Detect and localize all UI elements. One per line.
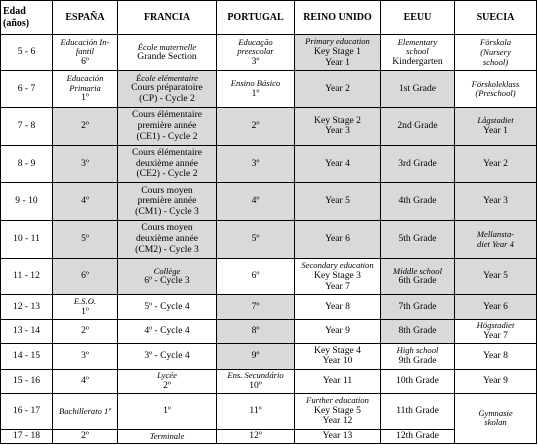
- cell-sweden: [455, 145, 537, 183]
- cell-line: Year 4: [325, 157, 350, 169]
- cell-line: Ensino Básico: [230, 78, 281, 89]
- cell-line: (CE2) - Cycle 2: [136, 168, 198, 180]
- cell-united-kingdom: [295, 145, 381, 183]
- cell-line: Cours élémentaire: [131, 109, 203, 121]
- table-row: [1, 393, 537, 429]
- cell-spain: [53, 393, 118, 429]
- cell-line: Elementary: [397, 36, 438, 47]
- cell-sweden: [455, 258, 537, 294]
- cell-sweden: [455, 221, 537, 259]
- cell-portugal: [217, 221, 295, 259]
- cell-line: 2º: [81, 325, 89, 336]
- cell-line: 3º: [251, 56, 260, 67]
- cell-line: 4º: [81, 374, 89, 386]
- cell-france: [118, 319, 217, 343]
- cell-usa: [381, 319, 455, 343]
- cell-spain: [53, 319, 118, 343]
- cell-line: 8th Grade: [398, 325, 437, 336]
- cell-line: Further education: [306, 395, 369, 406]
- age-cell: 9 - 10: [1, 183, 53, 221]
- header-cell-age: Edad (años): [1, 1, 53, 35]
- cell-line: E.S.O.: [73, 295, 97, 306]
- cell-usa: [381, 145, 455, 183]
- cell-line: 9th Grade: [398, 354, 437, 366]
- cell-sweden: [455, 183, 537, 221]
- header-cell-france: FRANCIA: [118, 1, 217, 35]
- cell-portugal: [217, 145, 295, 183]
- cell-spain: [53, 295, 118, 319]
- age-cell: 17 - 18: [1, 430, 53, 444]
- cell-usa: [381, 295, 455, 319]
- cell-spain: [53, 221, 118, 259]
- cell-line: 3º - Cycle 4: [144, 349, 190, 361]
- cell-line: Mellansta-: [476, 228, 515, 239]
- table-row: [1, 295, 537, 319]
- cell-united-kingdom: [295, 430, 381, 444]
- cell-line: Primaria: [69, 82, 101, 93]
- cell-line: Year 7: [325, 280, 350, 292]
- cell-line: Year 5: [325, 195, 350, 207]
- table-row: [1, 145, 537, 183]
- cell-usa: [381, 344, 455, 370]
- header-cell-sweden: SUECIA: [455, 1, 537, 35]
- cell-spain: [53, 71, 118, 107]
- cell-line: Educación: [66, 73, 104, 84]
- cell-line: 2º: [251, 119, 260, 131]
- age-cell: 12 - 13: [1, 295, 53, 319]
- age-cell: 15 - 16: [1, 369, 53, 393]
- cell-portugal: [217, 183, 295, 221]
- cell-line: 1º: [81, 305, 89, 317]
- cell-line: 12º: [249, 430, 262, 442]
- cell-portugal: [217, 107, 295, 145]
- cell-line: preescolar: [237, 46, 274, 57]
- cell-line: Grande Section: [137, 51, 197, 63]
- cell-united-kingdom: [295, 107, 381, 145]
- header-row: [1, 1, 537, 35]
- cell-portugal: [217, 35, 295, 71]
- table-row: [1, 35, 537, 71]
- cell-line: Year 8: [325, 300, 350, 312]
- cell-line: 11th Grade: [396, 405, 439, 417]
- cell-usa: [381, 107, 455, 145]
- cell-usa: [381, 258, 455, 294]
- cell-line: (CM1) - Cycle 3: [135, 206, 199, 218]
- cell-france: [118, 369, 217, 393]
- cell-line: 1º: [163, 405, 171, 417]
- cell-line: Förskola: [479, 37, 512, 48]
- table-row: [1, 221, 537, 259]
- cell-portugal: [217, 71, 295, 107]
- cell-line: 6º: [81, 270, 89, 282]
- cell-spain: [53, 183, 118, 221]
- cell-portugal: [217, 430, 295, 444]
- cell-united-kingdom: [295, 295, 381, 319]
- cell-line: 1st Grade: [398, 82, 437, 94]
- cell-line: Cours moyen: [141, 184, 193, 196]
- cell-united-kingdom: [295, 393, 381, 429]
- cell-line: diet Year 4: [477, 238, 514, 249]
- cell-line: Key Stage 5: [314, 404, 361, 416]
- cell-united-kingdom: [295, 35, 381, 71]
- cell-united-kingdom: [295, 258, 381, 294]
- cell-sweden: [455, 344, 537, 370]
- cell-line: 2º: [81, 430, 89, 442]
- cell-line: 1º: [81, 92, 89, 104]
- cell-france: [118, 71, 217, 107]
- cell-sweden: [455, 35, 537, 71]
- cell-line: Cours élémentaire: [131, 146, 203, 158]
- cell-portugal: [217, 344, 295, 370]
- cell-line: 2º: [163, 379, 171, 391]
- cell-line: Terminale: [149, 430, 185, 441]
- table-row: [1, 71, 537, 107]
- cell-line: 5º: [81, 233, 89, 245]
- cell-line: Year 13: [322, 430, 353, 442]
- cell-line: Key Stage 2: [314, 114, 361, 126]
- cell-line: Year 7: [483, 329, 508, 341]
- cell-line: Educación In-: [60, 36, 110, 47]
- cell-line: 7º: [251, 300, 260, 312]
- table-body: [1, 35, 537, 444]
- cell-usa: [381, 430, 455, 444]
- cell-line: 5º: [251, 233, 260, 245]
- cell-united-kingdom: [295, 221, 381, 259]
- cell-line: Bachillerato 1º: [58, 405, 112, 416]
- header-cell-united-kingdom: REINO UNIDO: [295, 1, 381, 35]
- cell-line: 10º: [249, 379, 262, 391]
- cell-line: Kindergarten: [392, 56, 443, 67]
- cell-sweden: [455, 393, 537, 443]
- table-row: [1, 344, 537, 370]
- cell-line: 5th Grade: [398, 233, 437, 245]
- cell-line: Högstadiet: [476, 320, 515, 331]
- cell-line: deuxième année: [135, 157, 199, 169]
- cell-sweden: [455, 319, 537, 343]
- cell-line: 4th Grade: [398, 195, 437, 207]
- cell-line: Year 2: [483, 157, 508, 169]
- cell-france: [118, 221, 217, 259]
- cell-spain: [53, 107, 118, 145]
- age-cell: 16 - 17: [1, 393, 53, 429]
- table-row: [1, 369, 537, 393]
- cell-portugal: [217, 295, 295, 319]
- table-row: [1, 107, 537, 145]
- cell-line: Year 6: [325, 233, 350, 245]
- cell-france: [118, 183, 217, 221]
- cell-line: Year 1: [483, 124, 508, 136]
- cell-line: 3º: [251, 157, 260, 169]
- cell-line: Secondary education: [301, 260, 374, 271]
- cell-france: [118, 145, 217, 183]
- cell-france: [118, 344, 217, 370]
- cell-france: [118, 35, 217, 71]
- cell-spain: [53, 369, 118, 393]
- cell-line: première année: [137, 119, 197, 131]
- cell-line: Year 3: [325, 125, 350, 137]
- age-cell: 10 - 11: [1, 221, 53, 259]
- cell-line: Year 12: [322, 415, 353, 427]
- cell-sweden: [455, 71, 537, 107]
- age-cell: 8 - 9: [1, 145, 53, 183]
- cell-line: (Preschool): [475, 88, 516, 99]
- cell-usa: [381, 369, 455, 393]
- cell-spain: [53, 344, 118, 370]
- cell-portugal: [217, 369, 295, 393]
- cell-line: 6º: [81, 56, 89, 67]
- table-row: [1, 183, 537, 221]
- cell-sweden: [455, 295, 537, 319]
- cell-line: Key Stage 3: [314, 269, 361, 281]
- cell-line: 2nd Grade: [397, 119, 438, 131]
- cell-line: 9º: [251, 349, 260, 361]
- cell-line: fantil: [75, 46, 95, 57]
- cell-usa: [381, 35, 455, 71]
- cell-portugal: [217, 258, 295, 294]
- cell-line: (CM2) - Cycle 3: [135, 243, 199, 255]
- cell-usa: [381, 393, 455, 429]
- cell-line: Year 5: [483, 270, 508, 282]
- cell-line: (CE1) - Cycle 2: [136, 130, 198, 142]
- cell-line: Key Stage 4: [314, 344, 361, 356]
- cell-spain: [53, 35, 118, 71]
- cell-line: Year 6: [483, 300, 508, 312]
- cell-line: 10th Grade: [396, 374, 439, 386]
- cell-line: 4º: [251, 195, 260, 207]
- table-row: [1, 258, 537, 294]
- header-cell-usa: EEUU: [381, 1, 455, 35]
- cell-line: Gymnasie: [478, 407, 513, 418]
- cell-line: Year 1: [325, 56, 350, 68]
- cell-line: Key Stage 1: [314, 45, 361, 57]
- cell-line: 4º - Cycle 4: [144, 325, 190, 336]
- cell-france: [118, 258, 217, 294]
- cell-united-kingdom: [295, 319, 381, 343]
- table-row: [1, 319, 537, 343]
- cell-line: Collège: [153, 265, 181, 276]
- header-cell-portugal: PORTUGAL: [217, 1, 295, 35]
- cell-line: 6º - Cycle 3: [144, 275, 190, 287]
- cell-line: 1º: [251, 87, 260, 99]
- cell-line: 12th Grade: [396, 430, 439, 442]
- age-cell: 13 - 14: [1, 319, 53, 343]
- cell-france: [118, 393, 217, 429]
- cell-line: High school: [396, 345, 439, 356]
- cell-line: (CP) - Cycle 2: [139, 93, 195, 105]
- cell-line: 6th Grade: [398, 275, 437, 287]
- cell-line: École elémentaire: [136, 72, 198, 83]
- cell-line: 3º: [81, 157, 89, 169]
- age-cell: 14 - 15: [1, 344, 53, 370]
- age-cell: 11 - 12: [1, 258, 53, 294]
- cell-line: 8º: [251, 325, 260, 336]
- cell-line: Year 9: [483, 374, 508, 386]
- cell-united-kingdom: [295, 71, 381, 107]
- header-cell-spain: ESPAÑA: [53, 1, 118, 35]
- cell-line: Year 9: [325, 325, 350, 336]
- cell-line: (Nursery: [480, 46, 511, 57]
- cell-line: Cours préparatoire: [131, 82, 203, 94]
- cell-sweden: [455, 369, 537, 393]
- cell-line: 2º: [81, 119, 89, 131]
- cell-line: 3º: [81, 349, 89, 361]
- cell-line: Lycée: [157, 370, 177, 380]
- cell-line: Educação: [238, 36, 273, 47]
- cell-line: 6º: [251, 270, 260, 282]
- cell-united-kingdom: [295, 183, 381, 221]
- cell-usa: [381, 183, 455, 221]
- cell-usa: [381, 71, 455, 107]
- cell-france: [118, 107, 217, 145]
- cell-line: 5º - Cycle 4: [144, 300, 190, 312]
- cell-line: deuxième année: [135, 233, 199, 245]
- cell-line: Ens. Secundário: [227, 370, 284, 380]
- cell-line: school: [406, 46, 429, 57]
- age-cell: 5 - 6: [1, 35, 53, 71]
- cell-line: 3rd Grade: [398, 157, 437, 169]
- cell-line: Year 8: [483, 349, 508, 361]
- cell-line: Primary education: [305, 36, 370, 47]
- cell-spain: [53, 430, 118, 444]
- cell-line: 11º: [249, 405, 262, 417]
- cell-line: Year 3: [483, 195, 508, 207]
- age-cell: 7 - 8: [1, 107, 53, 145]
- cell-spain: [53, 258, 118, 294]
- cell-line: Middle school: [393, 265, 442, 276]
- cell-portugal: [217, 393, 295, 429]
- cell-line: Förskoleklass: [471, 78, 520, 89]
- cell-line: Year 10: [322, 355, 353, 367]
- cell-usa: [381, 221, 455, 259]
- age-cell: 6 - 7: [1, 71, 53, 107]
- cell-france: [118, 295, 217, 319]
- cell-sweden: [455, 107, 537, 145]
- cell-line: school): [482, 56, 509, 67]
- cell-line: Year 11: [322, 374, 353, 386]
- cell-line: Lågstadiet: [477, 115, 514, 126]
- cell-line: 7th Grade: [398, 300, 437, 312]
- cell-line: 4º: [81, 195, 89, 207]
- cell-line: Year 2: [325, 82, 350, 94]
- cell-united-kingdom: [295, 344, 381, 370]
- cell-spain: [53, 145, 118, 183]
- cell-portugal: [217, 319, 295, 343]
- cell-line: Cours moyen: [141, 222, 193, 234]
- cell-line: première année: [137, 195, 197, 207]
- cell-line: École maternelle: [137, 41, 197, 52]
- cell-line: skolan: [484, 417, 507, 428]
- cell-france: [118, 430, 217, 444]
- cell-united-kingdom: [295, 369, 381, 393]
